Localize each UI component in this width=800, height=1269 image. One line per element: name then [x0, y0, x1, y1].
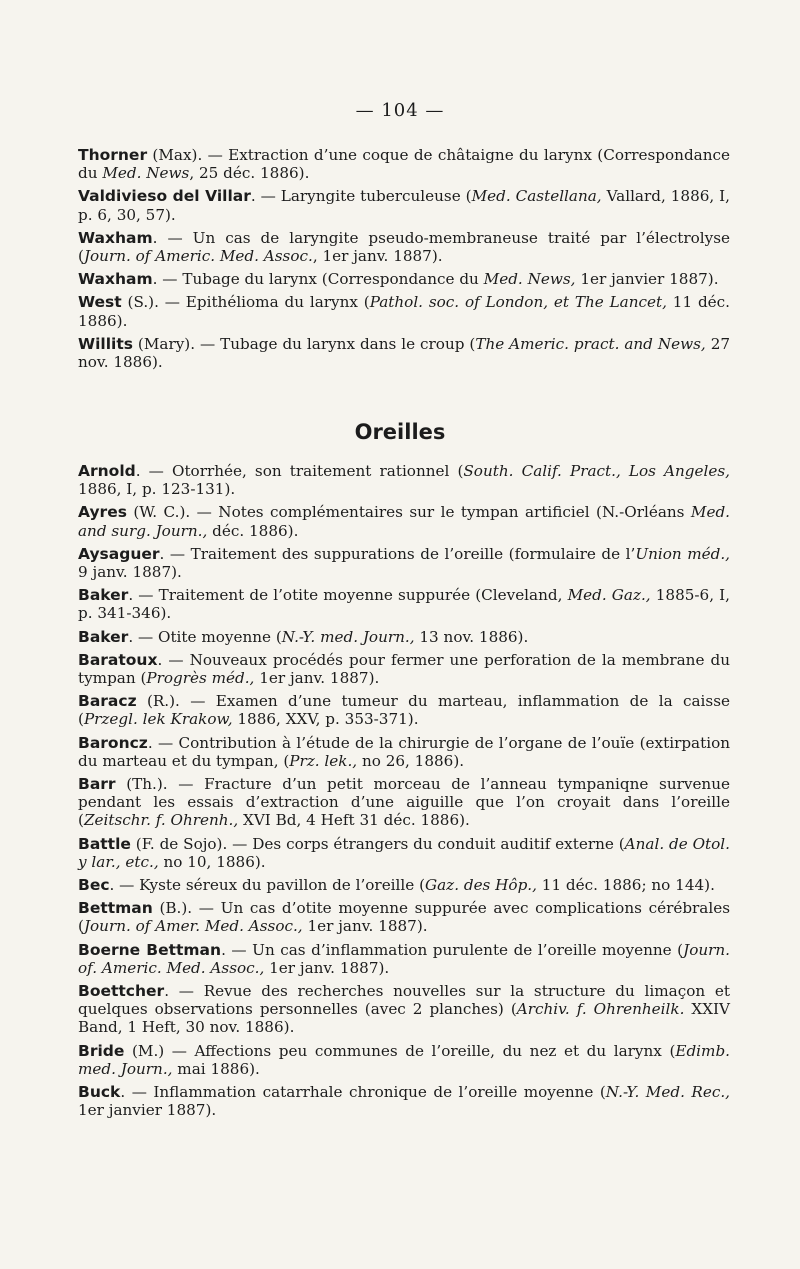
- author-name: Barr: [78, 775, 116, 794]
- author-name: Baracz: [78, 692, 137, 711]
- journal-title: Prz. lek.,: [289, 751, 358, 770]
- author-name: Boettcher: [78, 982, 165, 1001]
- journal-title: Pathol. soc. of London, et The Lancet,: [369, 293, 667, 312]
- author-name: Baker: [78, 586, 129, 605]
- citation-text: XXIV Band, 1 Heft, 30 nov. 1886).: [78, 1000, 730, 1037]
- citation-text: 1er janvier 1887).: [575, 270, 719, 289]
- citation-text: (B.). — Un cas d’otite moyenne suppurée avec complications cérébrales (: [78, 899, 730, 936]
- journal-title: Journ. of Amer. Med. Assoc.,: [83, 917, 303, 936]
- citation-text: . — Inflammation catarrhale chronique de l’oreille moyenne (: [120, 1083, 606, 1102]
- journal-title: Med. and surg. Journ.,: [78, 503, 730, 540]
- citation-text: . — Otite moyenne (: [128, 627, 282, 646]
- bibliography-entry: [78, 835, 730, 871]
- citation-text: 1886, XXV, p. 353-371).: [232, 710, 419, 729]
- citation-text: (Max). — Extraction d’une coque de châtaigne du larynx (Correspondance du: [78, 146, 730, 183]
- citation-text: . — Contribution à l’étude de la chirurgie de l’organe de l’ouïe (extirpation du marteau et du tympan, (: [78, 733, 730, 770]
- citation-text: mai 1886).: [172, 1059, 260, 1078]
- citation-text: 11 déc. 1886).: [78, 293, 730, 330]
- bibliography-entry: [78, 899, 730, 935]
- citation-text: déc. 1886).: [207, 521, 299, 540]
- citation-text: 1er janvier 1887).: [78, 1101, 217, 1120]
- citation-text: 1er janv. 1887).: [264, 958, 390, 977]
- journal-title: Med. News,: [483, 270, 576, 289]
- author-name: Aysaguer: [78, 544, 160, 563]
- bibliography-entry: [78, 692, 730, 728]
- bibliography-entry: [78, 586, 730, 622]
- citation-text: . — Kyste séreux du pavillon de l’oreille (: [109, 876, 425, 895]
- citation-text: (Mary). — Tubage du larynx dans le croup (: [132, 334, 476, 353]
- citation-text: 1er janv. 1887).: [254, 669, 380, 688]
- bibliography-entry: [78, 293, 730, 329]
- citation-text: 1er janv. 1887).: [302, 917, 428, 936]
- citation-text: no 10, 1886).: [158, 852, 266, 871]
- bibliography-entry: [78, 876, 730, 894]
- journal-title: Journ. of Americ. Med. Assoc.: [83, 247, 313, 266]
- journal-title: Gaz. des Hôp.,: [425, 876, 537, 895]
- journal-title: The Americ. pract. and News,: [475, 334, 706, 353]
- citation-text: XVI Bd, 4 Heft 31 déc. 1886).: [238, 811, 470, 830]
- bibliography-entry: [78, 734, 730, 770]
- author-name: Bec: [78, 876, 110, 895]
- citation-text: 1886, I, p. 123-131).: [78, 480, 236, 499]
- journal-title: N.-Y. Med. Rec.,: [605, 1083, 730, 1102]
- bibliography-entry: [78, 775, 730, 830]
- citation-text: 11 déc. 1886; no 144).: [536, 876, 715, 895]
- author-name: Thorner: [78, 146, 148, 164]
- bibliography-entry: [78, 270, 730, 288]
- bibliography-entry: [78, 1083, 730, 1119]
- author-name: Bettman: [78, 899, 153, 918]
- journal-title: N.-Y. med. Journ.,: [281, 627, 415, 646]
- citation-text: . — Tubage du larynx (Correspondance du: [152, 270, 484, 289]
- page-number: — 104 —: [355, 100, 445, 121]
- citation-text: (Th.). — Fracture d’un petit morceau de l’anneau tympaniqne survenue pendant les essais d’extraction d’une aiguille que l’on croyait dans l’oreille (: [78, 775, 730, 830]
- citation-text: , 1er janv. 1887).: [312, 247, 443, 266]
- citation-text: . — Revue des recherches nouvelles sur la structure du limaçon et quelques observations personnelles (avec 2 planches) (: [78, 982, 730, 1019]
- larynx-bibliography-list: [78, 146, 730, 376]
- journal-title: Med. Castellana,: [471, 187, 602, 206]
- citation-text: 27 nov. 1886).: [78, 334, 731, 372]
- journal-title: Med. News: [102, 164, 190, 183]
- author-name: West: [78, 293, 122, 312]
- bibliography-entry: [78, 187, 730, 223]
- bibliography-entry: [78, 462, 730, 498]
- author-name: Baratoux: [78, 650, 158, 669]
- citation-text: (R.). — Examen d’une tumeur du marteau, inflammation de la caisse (: [78, 692, 730, 729]
- citation-text: no 26, 1886).: [357, 751, 465, 770]
- citation-text: (F. de Sojo). — Des corps étrangers du conduit auditif externe (: [130, 834, 625, 853]
- oreilles-bibliography-list: [78, 462, 730, 1125]
- author-name: Buck: [78, 1083, 121, 1102]
- citation-text: . — Un cas d’inflammation purulente de l’oreille moyenne (: [221, 940, 684, 959]
- author-name: Ayres: [78, 503, 127, 522]
- bibliography-entry: [78, 941, 730, 977]
- citation-text: . — Otorrhée, son traitement rationnel (: [135, 462, 464, 480]
- citation-text: , 25 déc. 1886).: [189, 164, 310, 183]
- citation-text: Vallard, 1886, I, p. 6, 30, 57).: [78, 187, 731, 224]
- author-name: Waxham: [78, 228, 153, 247]
- bibliography-entry: [78, 335, 730, 371]
- citation-text: 1885-6, I, p. 341-346).: [78, 586, 731, 623]
- citation-text: (S.). — Epithélioma du larynx (: [121, 293, 370, 312]
- journal-title: Archiv. f. Ohrenheilk.: [516, 1000, 685, 1019]
- author-name: Battle: [78, 834, 131, 853]
- journal-title: Przegl. lek Krakow,: [83, 710, 233, 729]
- bibliography-entry: [78, 503, 730, 539]
- citation-text: 13 nov. 1886).: [414, 627, 529, 646]
- author-name: Valdivieso del Villar: [78, 187, 251, 206]
- bibliography-entry: [78, 982, 730, 1037]
- journal-title: South. Calif. Pract., Los Angeles,: [463, 462, 730, 480]
- bibliography-entry: [78, 628, 730, 646]
- author-name: Baroncz: [78, 733, 148, 752]
- author-name: Boerne Bettman: [78, 940, 222, 959]
- journal-title: Med. Gaz.,: [567, 586, 651, 605]
- author-name: Bride: [78, 1041, 125, 1060]
- citation-text: (M.) — Affections peu communes de l’oreille, du nez et du larynx (: [124, 1041, 676, 1060]
- bibliography-entry: [78, 545, 730, 581]
- author-name: Arnold: [78, 462, 136, 480]
- section-title-oreilles: Oreilles: [354, 420, 446, 444]
- author-name: Waxham: [78, 270, 153, 289]
- citation-text: . — Nouveaux procédés pour fermer une perforation de la membrane du tympan (: [78, 650, 730, 688]
- journal-title: Anal. de Otol. y lar., etc.,: [78, 834, 730, 871]
- citation-text: . — Laryngite tuberculeuse (: [250, 187, 472, 206]
- citation-text: . — Traitement des suppurations de l’oreille (formulaire de l’: [159, 544, 636, 563]
- bibliography-entry: [78, 1042, 730, 1078]
- citation-text: . — Traitement de l’otite moyenne suppurée (Cleveland,: [128, 586, 568, 605]
- author-name: Willits: [78, 334, 133, 353]
- bibliography-entry: [78, 229, 730, 265]
- journal-title: Zeitschr. f. Ohrenh.,: [83, 811, 239, 830]
- citation-text: (W. C.). — Notes complémentaires sur le tympan artificiel (N.-Orléans: [126, 503, 691, 522]
- journal-title: Edimb. med. Journ.,: [78, 1041, 730, 1078]
- bibliography-entry: [78, 146, 730, 182]
- bibliography-entry: [78, 651, 730, 687]
- journal-title: Journ. of. Americ. Med. Assoc.,: [78, 940, 730, 977]
- citation-text: . — Un cas de laryngite pseudo-membraneuse traité par l’électrolyse (: [78, 228, 730, 266]
- journal-title: Progrès méd.,: [146, 669, 255, 688]
- author-name: Baker: [78, 627, 129, 646]
- citation-text: 9 janv. 1887).: [78, 563, 182, 582]
- journal-title: Union méd.,: [635, 544, 730, 563]
